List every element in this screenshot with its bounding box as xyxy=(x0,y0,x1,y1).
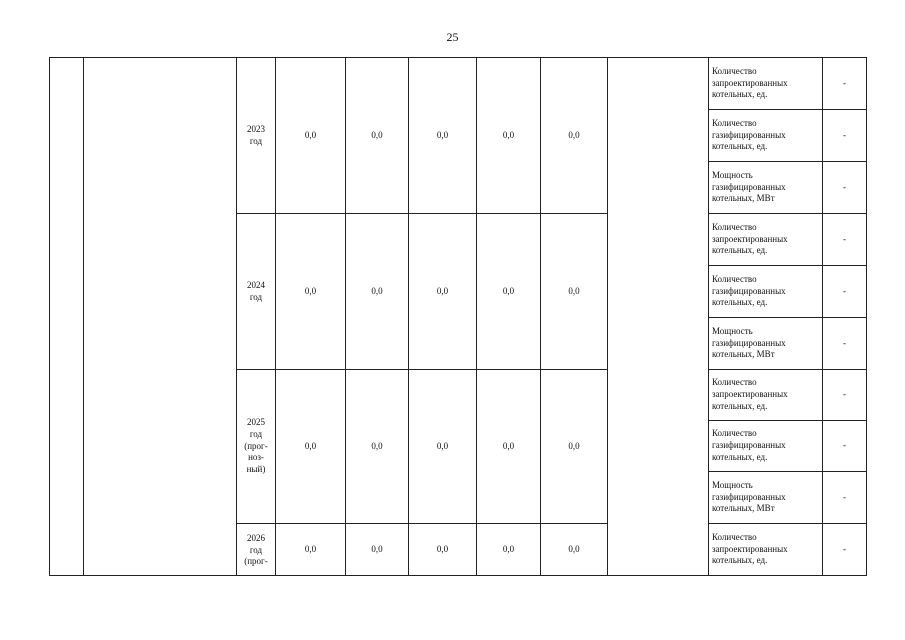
value-cell: 0,0 xyxy=(409,214,477,370)
value-cell: 0,0 xyxy=(541,524,608,576)
indicator-name-cell: Количество запроектированных котельных, ед. xyxy=(709,370,823,421)
value-cell: 0,0 xyxy=(477,214,541,370)
indicator-value-cell: - xyxy=(823,421,867,472)
indicator-value-cell: - xyxy=(823,214,867,266)
indicator-value-cell: - xyxy=(823,318,867,370)
value-cell: 0,0 xyxy=(541,370,608,524)
year-cell: 2024 год xyxy=(237,214,276,370)
value-cell: 0,0 xyxy=(346,214,409,370)
year-cell: 2026 год (прог- xyxy=(237,524,276,576)
indicator-name-cell: Мощность газифицированных котельных, МВт xyxy=(709,472,823,524)
executor-cell xyxy=(608,58,709,576)
value-cell: 0,0 xyxy=(409,370,477,524)
year-cell: 2025 год (прог- ноз- ный) xyxy=(237,370,276,524)
indicator-value-cell: - xyxy=(823,58,867,110)
indicator-value-cell: - xyxy=(823,266,867,318)
value-cell: 0,0 xyxy=(346,370,409,524)
value-cell: 0,0 xyxy=(276,214,346,370)
indicator-name-cell: Мощность газифицированных котельных, МВт xyxy=(709,162,823,214)
value-cell: 0,0 xyxy=(276,524,346,576)
value-cell: 0,0 xyxy=(477,58,541,214)
number-cell xyxy=(50,58,84,576)
value-cell: 0,0 xyxy=(541,214,608,370)
value-cell: 0,0 xyxy=(409,524,477,576)
indicator-name-cell: Количество газифицированных котельных, ед. xyxy=(709,110,823,162)
value-cell: 0,0 xyxy=(477,524,541,576)
value-cell: 0,0 xyxy=(477,370,541,524)
indicator-name-cell: Количество запроектированных котельных, ед. xyxy=(709,58,823,110)
event-name-cell xyxy=(84,58,237,576)
indicator-name-cell: Количество запроектированных котельных, ед. xyxy=(709,214,823,266)
indicator-name-cell: Количество газифицированных котельных, ед. xyxy=(709,266,823,318)
indicator-value-cell: - xyxy=(823,524,867,576)
value-cell: 0,0 xyxy=(276,58,346,214)
value-cell: 0,0 xyxy=(346,524,409,576)
indicator-value-cell: - xyxy=(823,370,867,421)
indicator-name-cell: Мощность газифицированных котельных, МВт xyxy=(709,318,823,370)
value-cell: 0,0 xyxy=(346,58,409,214)
year-cell: 2023 год xyxy=(237,58,276,214)
page-number: 25 xyxy=(446,30,459,44)
indicator-value-cell: - xyxy=(823,110,867,162)
value-cell: 0,0 xyxy=(276,370,346,524)
value-cell: 0,0 xyxy=(541,58,608,214)
value-cell: 0,0 xyxy=(409,58,477,214)
indicator-name-cell: Количество запроектированных котельных, ед. xyxy=(709,524,823,576)
indicator-value-cell: - xyxy=(823,162,867,214)
table-row xyxy=(50,58,867,110)
indicator-name-cell: Количество газифицированных котельных, ед. xyxy=(709,421,823,472)
indicator-value-cell: - xyxy=(823,472,867,524)
data-table xyxy=(49,57,867,576)
